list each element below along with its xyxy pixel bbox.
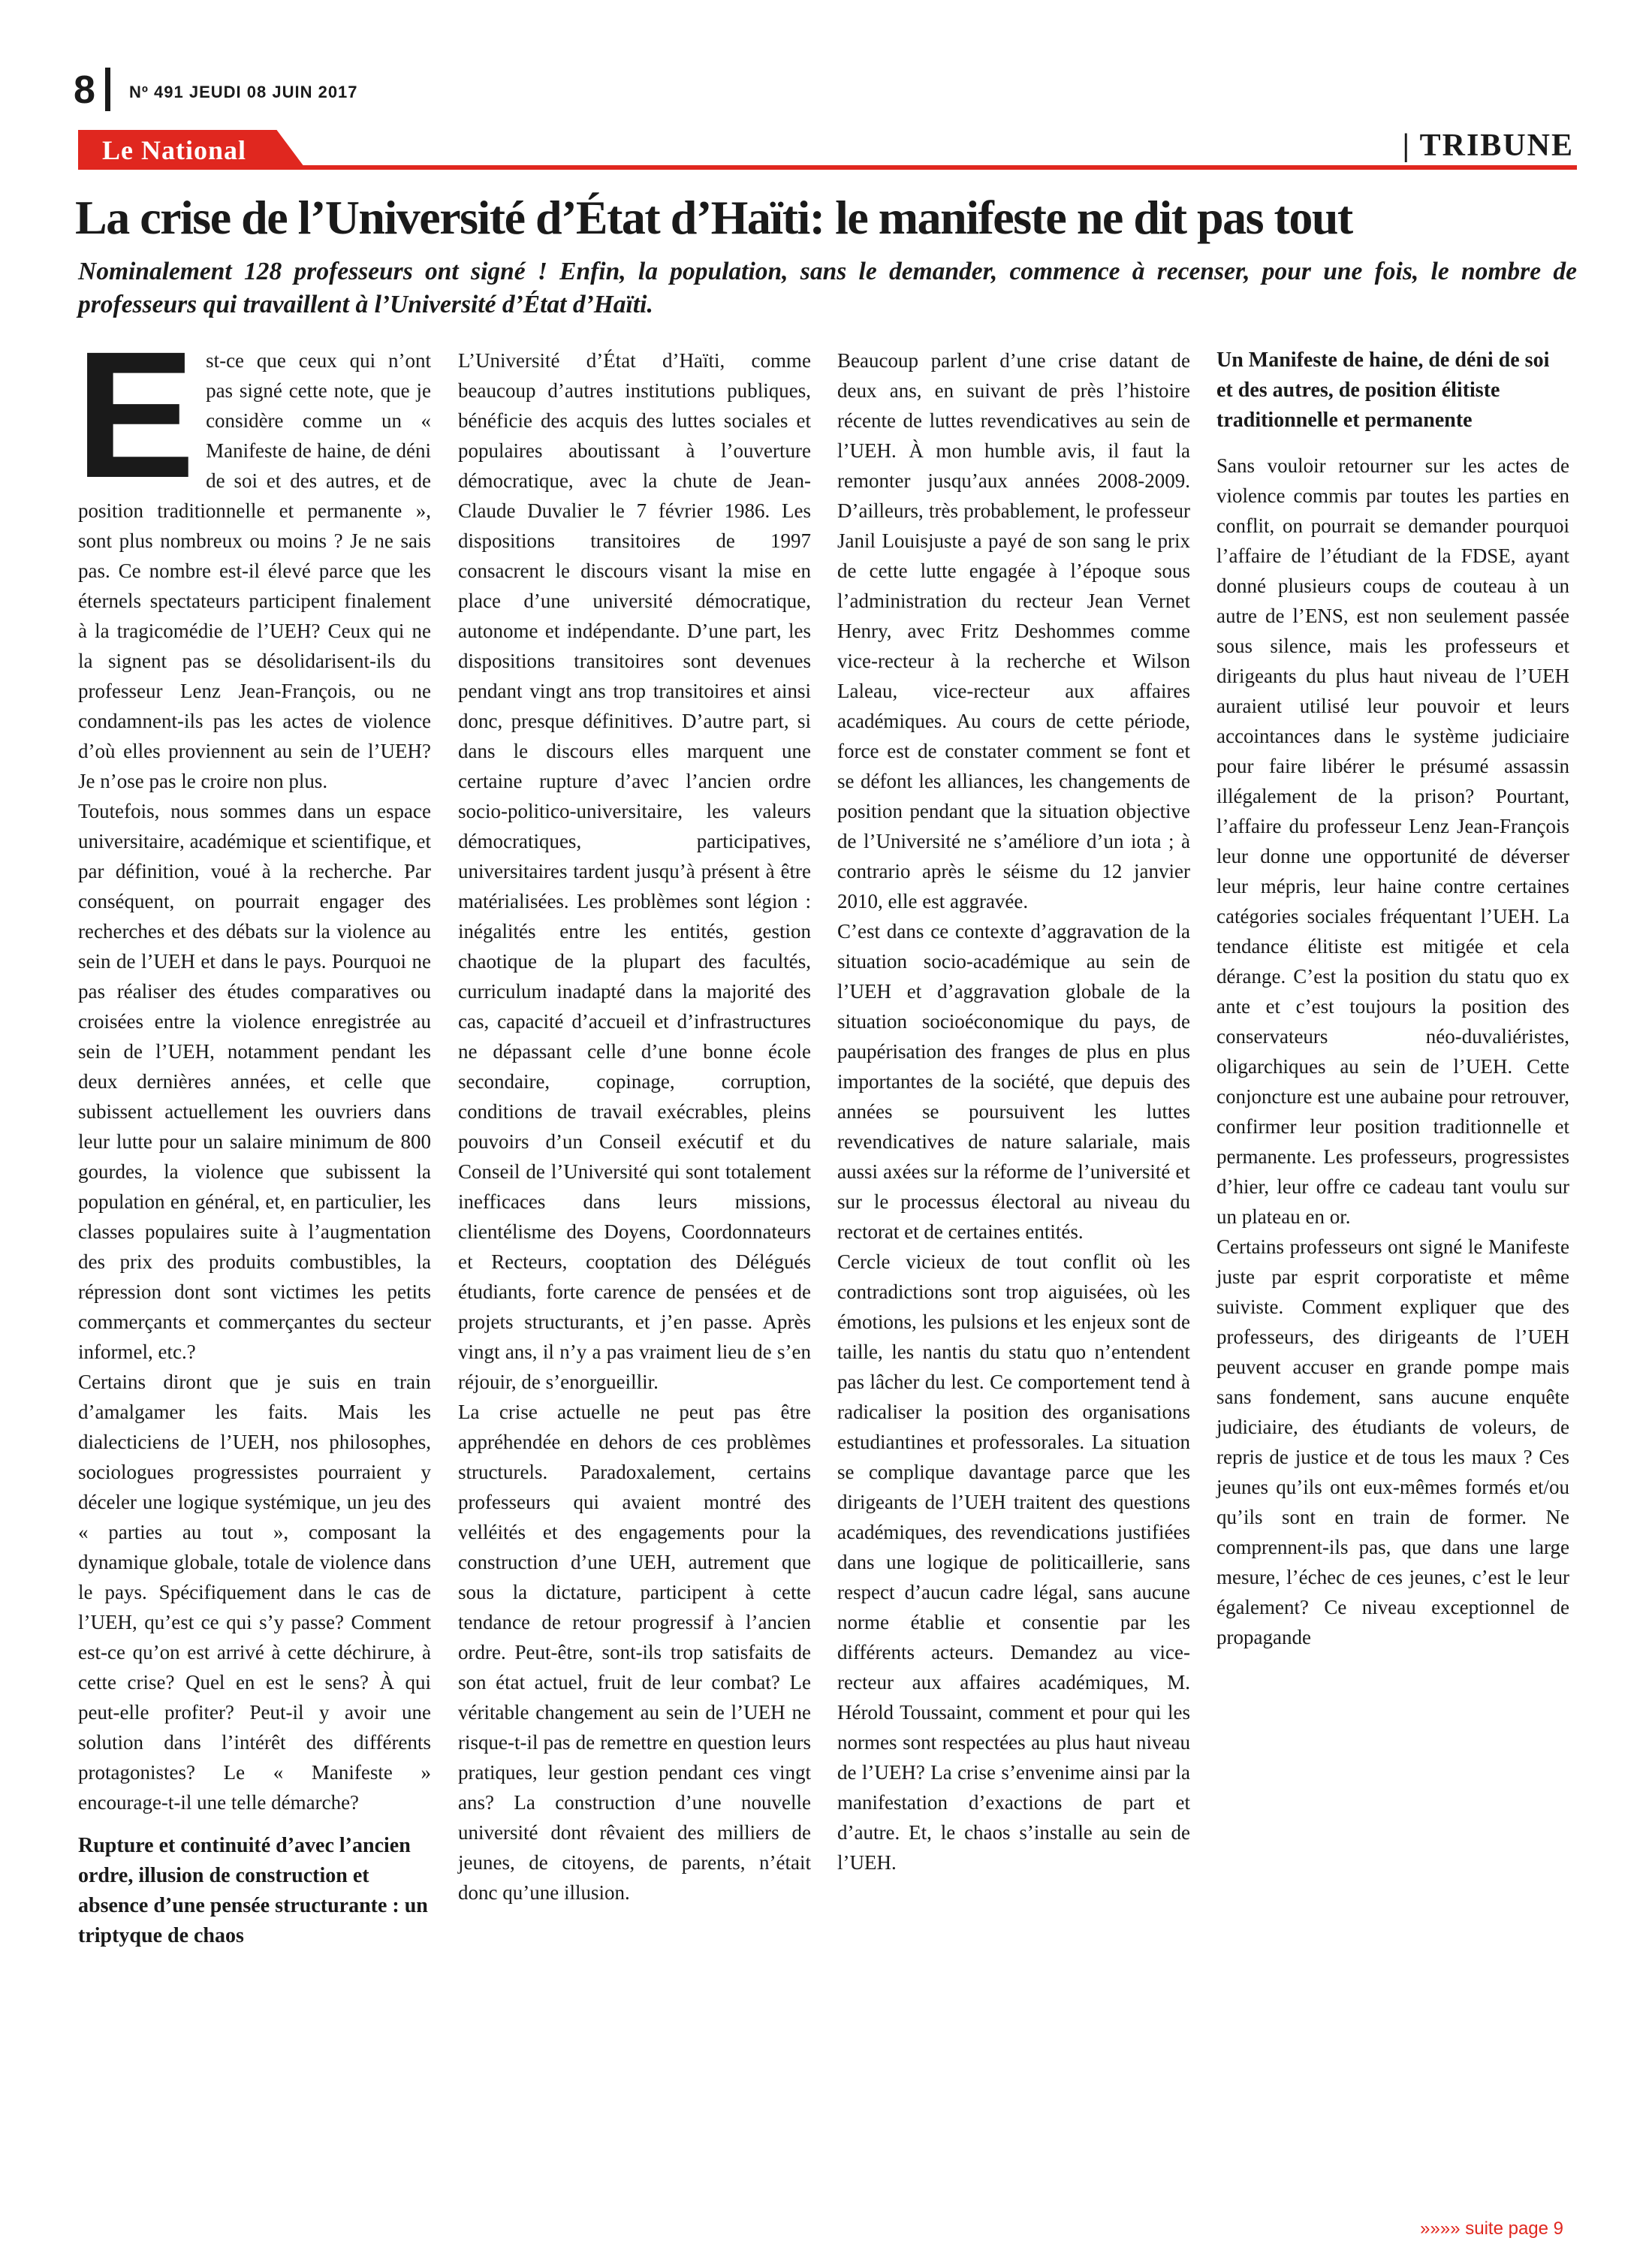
- paragraph: [75, 314, 431, 796]
- continuation-link[interactable]: »»»» suite page 9: [1420, 2218, 1563, 2239]
- subheading: Un Manifeste de haine, de déni de soi et des autres, de position élitiste traditionnelle et permanente: [1216, 348, 1550, 432]
- paragraph-text: st-ce que ceux qui n’ont pas signé cette note, que je considère comme un « Manifeste de haine, de déni de soi et des autres, et de position traditionnelle et permanente », sont plus nombreux ou moins ? Je ne sais pas. Ce nombre est-il élevé parce que les éternels spectateurs participent finalement à la tragicomédie de l’UEH? Ceux qui ne la signent pas se désolidarisent-ils du professeur Lenz Jean-François, ou ne condamnent-ils pas les actes de violence d’où elles proviennent au sein de l’UEH? Je n’ose pas le croire non plus.: [78, 349, 431, 792]
- subheading: Rupture et continuité d’avec l’ancien ordre, illusion de construction et absence d’une pensée structurante : un triptyque de chaos: [78, 1834, 428, 1947]
- paragraph: L’Université d’État d’Haïti, comme beaucoup d’autres institutions publiques, bénéficie des acquis des luttes sociales et populaires aboutissant à l’ouverture démocratique, avec la chute de Jean-Claude Duvalier le 7 février 1986. Les dispositions transitoires de 1997 consacrent le discours visant la mise en place d’une université démocratique, autonome et indépendante. D’une part, les dispositions transitoires sont devenues pendant vingt ans trop transitoires et ainsi donc, presque définitives. D’autre part, si dans le discours elles marquent une certaine rupture d’avec l’ancien ordre socio-politico-universitaire, les valeurs démocratiques, participatives, universitaires tardent jusqu’à présent à être matérialisées. Les problèmes sont légion : inégalités entre les entités, gestion chaotique de la plupart des facultés, curriculum inadapté dans la majorité des cas, capacité d’accueil et d’infrastructures ne dépassant celle d’une bonne école secondaire, copinage, corruption, conditions de travail exécrables, pleins pouvoirs d’un Conseil exécutif et du Conseil de l’Université qui sont totalement inefficaces dans leurs missions, clientélisme des Doyens, Coordonnateurs et Recteurs, cooptation des Délégués étudiants, forte carence de pensées et de projets structurants, et j’en passe. Après vingt ans, il n’y a pas vraiment lieu de s’en réjouir, de s’enorgueillir.: [458, 349, 811, 1393]
- paragraph: Sans vouloir retourner sur les actes de violence commis par toutes les parties en conflit, on pourrait se demander pourquoi l’affaire de l’étudiant de la FDSE, ayant donné plusieurs coups de couteau à un autre de l’ENS, est non seulement passée sous silence, mais les professeurs et dirigeants du plus haut niveau de l’UEH auraient utilisé leur pouvoir et leurs accointances dans le système judiciaire pour faire libérer le présumé assassin illégalement de la prison? Pourtant, l’affaire du professeur Lenz Jean-François leur donne une opportunité de déverser leur mépris, leur haine contre certaines catégories sociales fréquentant l’UEH. La tendance élitiste est mitigée et cela dérange. C’est la position du statu quo ex ante et c’est toujours la position des conservateurs néo-duvaliéristes, oligarchiques au sein de l’UEH. Cette conjoncture est une aubaine pour retrouver, confirmer leur position traditionnelle et permanente. Les professeurs, progressistes d’hier, leur offre ce cadeau tant voulu sur un plateau en or.: [1216, 454, 1569, 1228]
- page-number: 8: [74, 68, 95, 112]
- article-title: La crise de l’Université d’État d’Haïti: le manifeste ne dit pas tout: [75, 191, 1352, 244]
- paragraph: La crise actuelle ne peut pas être appréhendée en dehors de ces problèmes structurels. Paradoxalement, certains professeurs qui avaient montré des velléités et des engagements pour la construction d’une UEH, autrement que sous la dictature, participent à cette tendance de retour progressif à l’ancien ordre. Peut-être, sont-ils trop satisfaits de son état actuel, fruit de leur combat? Le véritable changement au sein de l’UEH ne risque-t-il pas de remettre en question leurs pratiques, leur gestion pendant ces vingt ans? La construction d’une nouvelle université dont rêvaient des milliers de jeunes, de citoyens, de parents, n’était donc qu’une illusion.: [458, 1401, 811, 1904]
- drop-cap: E: [75, 314, 196, 515]
- article-lead: Nominalement 128 professeurs ont signé ! Enfin, la population, sans le demander, commence à recenser, pour une fois, le nombre de professeurs qui travaillent à l’Université d’État d’Haïti.: [78, 258, 1577, 318]
- paragraph: Beaucoup parlent d’une crise datant de deux ans, en suivant de près l’histoire récente de luttes revendicatives au sein de l’UEH. À mon humble avis, il faut la remonter jusqu’aux années 2008-2009. D’ailleurs, très probablement, le professeur Janil Louisjuste a payé de son sang le prix de cette lutte engagée à l’époque sous l’administration du recteur Jean Vernet Henry, avec Fritz Deshommes comme vice-recteur à la recherche et Wilson Laleau, vice-recteur aux affaires académiques. Au cours de cette période, force est de constater comment se font et se défont les alliances, les changements de position pendant que la situation objective de l’Université ne s’améliore d’un iota ; à contrario après le séisme du 12 janvier 2010, elle est aggravée.: [837, 349, 1190, 912]
- header-rule: [78, 165, 1577, 170]
- column-4: [1216, 345, 1569, 1652]
- paragraph: Certains professeurs ont signé le Manifeste juste par esprit corporatiste et même suiviste. Comment expliquer que des professeurs, des dirigeants de l’UEH peuvent accuser en grande pompe mais sans fondement, sans aucune enquête judiciaire, des étudiants de voleurs, de repris de justice et de tous les maux ? Ces jeunes qu’ils ont eux-mêmes formés et/ou qu’ils sont en train de former. Ne comprennent-ils pas, que dans une large mesure, l’échec de ces jeunes, c’est le leur également? Ce niveau exceptionnel de propagande: [1216, 1235, 1569, 1648]
- issue-info: Nº 491 JEUDI 08 JUIN 2017: [129, 83, 358, 101]
- page-number-divider: [105, 68, 110, 111]
- column-2: [458, 345, 811, 1908]
- paragraph: C’est dans ce contexte d’aggravation de la situation socio-académique au sein de l’UEH et d’aggravation globale de la situation socioéconomique du pays, de paupérisation des franges de plus en plus importantes de la société, que depuis des années se poursuivent les luttes revendicatives de nature salariale, mais aussi axées sur la réforme de l’université et sur le processus électoral au niveau du rectorat et de certaines entités.: [837, 920, 1190, 1243]
- paragraph: Certains diront que je suis en train d’amalgamer les faits. Mais les dialecticiens de l’UEH, nos philosophes, sociologues progressistes pourraient y déceler une logique systémique, un jeu des « parties au tout », composant la dynamique globale, totale de violence dans le pays. Spécifiquement dans le cas de l’UEH, qu’est ce qui s’y passe? Comment est-ce qu’on est arrivé à cette déchirure, à cette crise? Quel en est le sens? À qui peut-elle profiter? Peut-il y avoir une solution dans l’intérêt des différents protagonistes? Le « Manifeste » encourage-t-il une telle démarche?: [78, 1371, 431, 1814]
- publication-name: Le National: [102, 135, 247, 165]
- section-label: | TRIBUNE: [1402, 128, 1574, 163]
- paragraph: Toutefois, nous sommes dans un espace universitaire, académique et scientifique, et par définition, voué à la recherche. Par conséquent, on pourrait engager des recherches et des débats sur la violence au sein de l’UEH et dans le pays. Pourquoi ne pas réaliser des études comparatives ou croisées entre la violence enregistrée au sein de l’UEH, notamment pendant les deux dernières années, et celle que subissent actuellement les ouvriers dans leur lutte pour un salaire minimum de 800 gourdes, la violence que subissent la population en général, et, en particulier, les classes populaires suite à l’augmentation des prix des produits combustibles, la répression dont sont victimes les petits commerçants et commerçantes du secteur informel, etc.?: [78, 800, 431, 1363]
- column-1: [75, 314, 431, 1951]
- paragraph: Cercle vicieux de tout conflit où les contradictions sont trop aiguisées, où les émotions, les pulsions et les enjeux sont de taille, les nantis du statu quo n’entendent pas lâcher du lest. Ce comportement tend à radicaliser la position des organisations estudiantines et professorales. La situation se complique davantage parce que les dirigeants de l’UEH traitent des questions académiques, des revendications justifiées dans une logique de politicaillerie, sans respect d’aucun cadre légal, sans aucune norme établie et consentie par les différents acteurs. Demandez au vice-recteur aux affaires académiques, M. Hérold Toussaint, comment et pour qui les normes sont respectées au plus haut niveau de l’UEH? La crise s’envenime ainsi par la manifestation d’exactions de part et d’autre. Et, le chaos s’installe au sein de l’UEH.: [837, 1250, 1190, 1874]
- column-3: [837, 345, 1190, 1878]
